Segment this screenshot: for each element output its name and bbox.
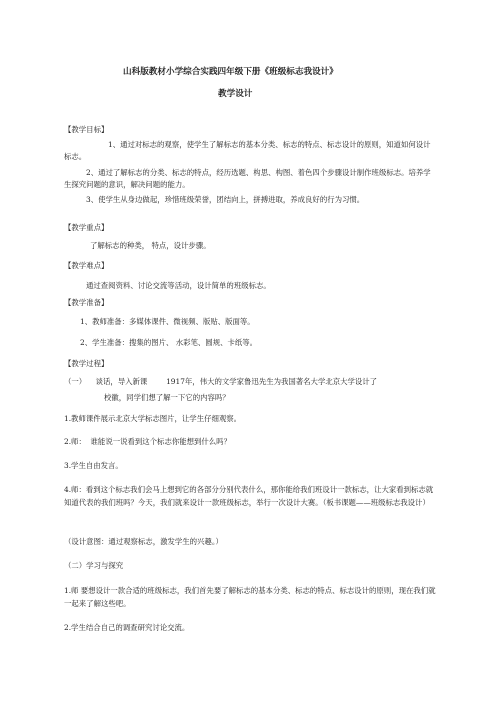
process-section-2-heading: （二）学习与探究 — [64, 561, 124, 570]
objective-item-2: 2、通过了解标志的分类、标志的特点，经历选题、构思、构图、着色四个步骤设计制作班级标志。培养学生探究问题的意识，解决问题的能力。 — [64, 168, 431, 189]
difficulties-heading: 【教学难点】 — [64, 261, 109, 270]
process-item-3: 3.学生自由发言。 — [64, 461, 123, 470]
process-item-5: 1.师 要想设计一款合适的班级标志，我们首先要了解标志的基本分类、标志的特点、标志设计的原则，现在我们就一起来了解这些吧。 — [64, 586, 436, 608]
document-title: 山科版教材小学综合实践四年级下册《班级标志我设计》 — [123, 67, 338, 77]
process-item-6: 2.学生结合自己的调查研究讨论交流。 — [64, 623, 190, 632]
document-subtitle: 教学设计 — [218, 89, 253, 99]
process-item-1: 1.教师课件展示北京大学标志图片，让学生仔细观察。 — [64, 414, 242, 423]
key-points-heading: 【教学重点】 — [64, 223, 109, 232]
preparation-heading: 【教学准备】 — [64, 298, 109, 307]
process-item-4: 4.师：看到这个标志我们会马上想到它的各部分分别代表什么，那你能给我们班设计一款标志，让大家看到标志就知道代表的我们班吗？今天，我们就来设计一款班级标志，举行一次设计大赛。（板书课题——班级标志我设计） — [64, 485, 434, 507]
difficulties-text: 通过查阅资料、讨论交流等活动，设计简单的班级标志。 — [86, 281, 271, 290]
process-intro-line-1: （一） 谈话，导入新课 1917年，伟大的文学家鲁迅先生为我国著名大学北京大学设计了 — [64, 377, 378, 386]
objective-item-1: 1、通过对标志的观察，使学生了解标志的基本分类、标志的特点、标志设计的原则，知道如何设计标志。 — [64, 140, 431, 161]
process-design-note: （设计意图：通过观察标志，激发学生的兴趣。） — [64, 537, 223, 546]
key-points-text: 了解标志的种类， 特点，设计步骤。 — [90, 241, 211, 250]
objective-item-3: 3、使学生从身边做起，珍惜班级荣誉，团结向上，拼搏进取，养成良好的行为习惯。 — [86, 195, 365, 204]
process-intro-line-2: 校徽，同学们想了解一下它的内容吗？ — [104, 393, 230, 402]
process-heading: 【教学过程】 — [64, 359, 109, 368]
preparation-item-2: 2、学生准备：搜集的图片、 水彩笔、圆规、卡纸等。 — [80, 338, 258, 347]
objectives-heading: 【教学目标】 — [64, 125, 109, 134]
process-item-2: 2.师： 谁能说一说看到这个标志你能想到什么吗？ — [64, 437, 231, 446]
preparation-item-1: 1、教师准备：多媒体课件、微视频、版贴、版面等。 — [80, 317, 255, 326]
